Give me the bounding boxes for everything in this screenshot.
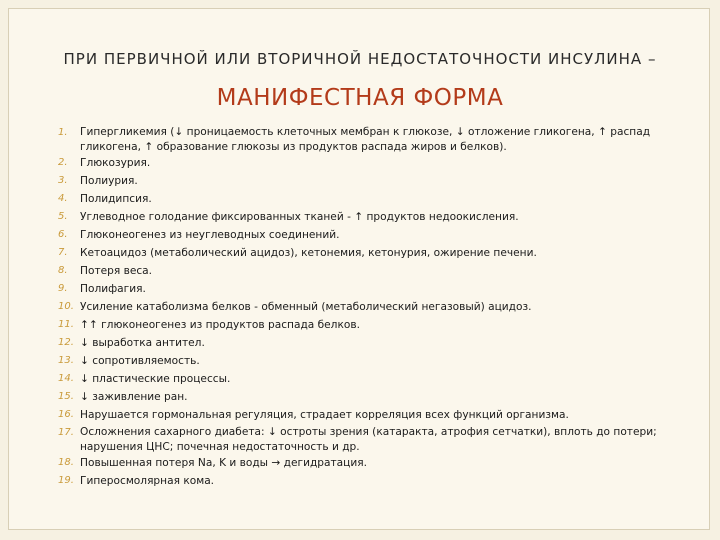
- item-text: Полидипсия.: [80, 193, 152, 205]
- item-text: ↓ пластические процессы.: [80, 373, 231, 385]
- list-item: [58, 262, 706, 280]
- item-number: 1.: [58, 127, 68, 138]
- item-text: Потеря веса.: [80, 265, 153, 277]
- list-item: [58, 244, 706, 262]
- item-text: Глюкозурия.: [80, 157, 151, 169]
- item-number: 11.: [58, 319, 74, 330]
- item-text: Повышенная потеря Na, K и воды → дегидратация.: [80, 457, 367, 469]
- item-text: Гипергликемия (↓ проницаемость клеточных мембран к глюкозе, ↓ отложение гликогена, ↑ распад гликогена, ↑ образование глюкозы из продуктов распада жиров и белков).: [80, 126, 651, 153]
- list-item: [58, 190, 706, 208]
- item-text: Усиление катаболизма белков - обменный (метаболический негазовый) ацидоз.: [80, 301, 532, 313]
- item-number: 9.: [58, 283, 68, 294]
- list-item: [58, 280, 706, 298]
- list-item: [58, 154, 706, 172]
- item-text: Гиперосмолярная кома.: [80, 475, 215, 487]
- list-item: [58, 172, 706, 190]
- item-text: Полифагия.: [80, 283, 146, 295]
- item-number: 7.: [58, 247, 68, 258]
- list-item: [58, 424, 706, 454]
- list-item: [58, 352, 706, 370]
- item-number: 4.: [58, 193, 68, 204]
- slide-subtitle: МАНИФЕСТНАЯ ФОРМА: [216, 85, 504, 111]
- item-number: 15.: [58, 391, 74, 402]
- item-text: Полиурия.: [80, 175, 138, 187]
- list-item: [58, 334, 706, 352]
- item-text: Кетоацидоз (метаболический ацидоз), кетонемия, кетонурия, ожирение печени.: [80, 247, 537, 259]
- list-item: [58, 208, 706, 226]
- item-number: 12.: [58, 337, 74, 348]
- symptom-list: [58, 124, 706, 490]
- item-number: 16.: [58, 409, 74, 420]
- item-number: 2.: [58, 157, 68, 168]
- item-number: 14.: [58, 373, 74, 384]
- item-number: 10.: [58, 301, 74, 312]
- list-item: [58, 124, 706, 154]
- item-text: Осложнения сахарного диабета: ↓ остроты зрения (катаракта, атрофия сетчатки), вплоть до потери; нарушения ЦНС; почечная недостаточность и др.: [80, 426, 657, 453]
- list-item: [58, 298, 706, 316]
- item-text: Углеводное голодание фиксированных тканей - ↑ продуктов недоокисления.: [80, 211, 519, 223]
- list-item: [58, 316, 706, 334]
- list-item: [58, 472, 706, 490]
- item-number: 5.: [58, 211, 68, 222]
- item-number: 17.: [58, 427, 74, 438]
- item-text: ↓ сопротивляемость.: [80, 355, 200, 367]
- item-number: 8.: [58, 265, 68, 276]
- item-number: 6.: [58, 229, 68, 240]
- item-number: 18.: [58, 457, 74, 468]
- item-text: Нарушается гормональная регуляция, страдает корреляция всех функций организма.: [80, 409, 569, 421]
- item-text: ↑↑ глюконеогенез из продуктов распада белков.: [80, 319, 360, 331]
- list-item: [58, 370, 706, 388]
- list-item: [58, 406, 706, 424]
- item-text: ↓ заживление ран.: [80, 391, 188, 403]
- list-item: [58, 454, 706, 472]
- list-item: [58, 226, 706, 244]
- slide-title: ПРИ ПЕРВИЧНОЙ ИЛИ ВТОРИЧНОЙ НЕДОСТАТОЧНОСТИ ИНСУЛИНА –: [63, 50, 657, 68]
- item-number: 3.: [58, 175, 68, 186]
- list-item: [58, 388, 706, 406]
- item-number: 19.: [58, 475, 74, 486]
- item-number: 13.: [58, 355, 74, 366]
- item-text: Глюконеогенез из неуглеводных соединений.: [80, 229, 340, 241]
- item-text: ↓ выработка антител.: [80, 337, 205, 349]
